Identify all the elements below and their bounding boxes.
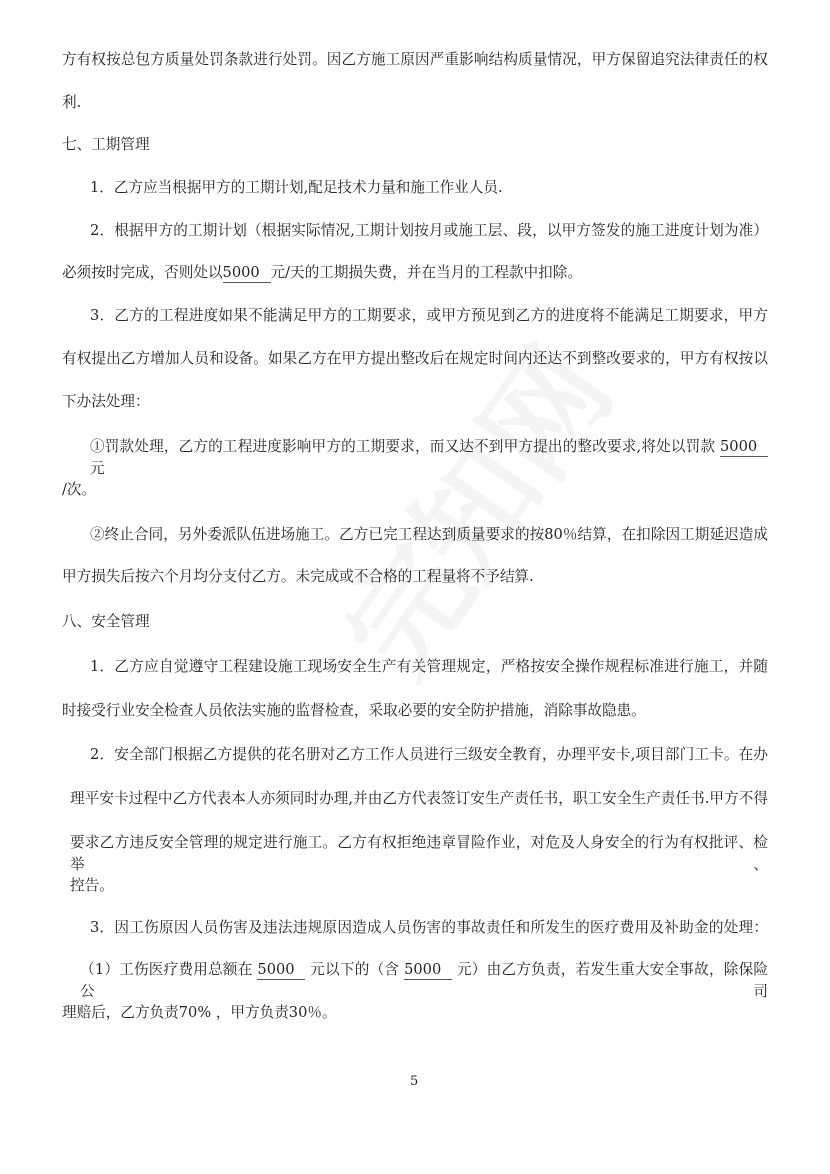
paragraph-line: 理赔后，乙方负责70% ，甲方负责30％。 — [62, 1004, 337, 1021]
text-segment: （1）工伤医疗费用总额在 — [80, 961, 253, 978]
paragraph-line: 3．因工伤原因人员伤害及违法违规原因造成人员伤害的事故责任和所发生的医疗费用及补助金的处理： — [90, 919, 768, 936]
text-segment: 元/天的工期损失费，并在当月的工程款中扣除。 — [270, 264, 582, 281]
paragraph-line: 甲方损失后按六个月均分支付乙方。未完成或不合格的工程量将不予结算. — [62, 568, 534, 585]
paragraph-line: ②终止合同，另外委派队伍进场施工。乙方已完工程达到质量要求的按80％结算，在扣除因工期延迟造成 — [90, 526, 768, 543]
text-segment: ①罚款处理，乙方的工程进度影响甲方的工期要求，而又达不到甲方提出的整改要求,将处以罚款 — [90, 438, 716, 455]
fill-in-blank: 5000 — [223, 264, 271, 283]
section-heading: 七、工期管理 — [62, 136, 150, 153]
paragraph-line: 控告。 — [70, 877, 114, 894]
paragraph-line: 2．安全部门根据乙方提供的花名册对乙方工作人员进行三级安全教育，办理平安卡,项目部门工卡。在办 — [90, 746, 768, 763]
text-segment: 元）由乙方负责，若发生重大安全事故，除保险公司 — [80, 961, 769, 1000]
paragraph-line: 1．乙方应当根据甲方的工期计划,配足技术力量和施工作业人员. — [90, 179, 503, 196]
page-number: 5 — [410, 1074, 419, 1089]
section-heading: 八、安全管理 — [62, 613, 150, 630]
paragraph-line: 下办法处理： — [62, 393, 150, 410]
fill-in-blank: 5000 — [257, 961, 305, 980]
paragraph-line: 理平安卡过程中乙方代表本人亦须同时办理,并由乙方代表签订安生产责任书，职工安全生产责任书.甲方不得 — [70, 790, 768, 807]
paragraph-line: 1．乙方应自觉遵守工程建设施工现场安全生产有关管理规定，严格按安全操作规程标准进行施工，并随 — [90, 658, 768, 675]
fill-in-blank: 5000 — [404, 961, 452, 980]
paragraph-line: 2．根据甲方的工期计划（根据实际情况,工期计划按月或施工层、段，以甲方签发的施工进度计划为准） — [90, 222, 768, 239]
paragraph-line: 要求乙方违反安全管理的规定进行施工。乙方有权拒绝违章冒险作业，对危及人身安全的行为有权批评、检举、 — [70, 834, 768, 873]
paragraph-line: 时接受行业安全检查人员依法实施的监督检查，采取必要的安全防护措施，消除事故隐患。 — [62, 702, 646, 719]
paragraph-line: 利. — [62, 94, 82, 111]
paragraph-line: 3．乙方的工程进度如果不能满足甲方的工期要求，或甲方预见到乙方的进度将不能满足工期要求，甲方 — [90, 307, 768, 324]
paragraph-line: /次。 — [62, 481, 97, 498]
text-segment: 元以下的（含 — [310, 961, 400, 978]
paragraph-line — [90, 436, 768, 477]
text-segment: 必须按时完成，否则处以 — [62, 264, 223, 281]
text-segment: 元 — [90, 460, 105, 477]
paragraph-line: 有权提出乙方增加人员和设备。如果乙方在甲方提出整改后在规定时间内还达不到整改要求的，甲方有权按以 — [62, 350, 768, 367]
paragraph-line: 方有权按总包方质量处罚条款进行处罚。因乙方施工原因严重影响结构质量情况，甲方保留追究法律责任的权 — [62, 51, 768, 68]
paragraph-line — [80, 959, 769, 1000]
fill-in-blank: 5000 — [720, 438, 768, 457]
paragraph-line — [62, 262, 768, 284]
